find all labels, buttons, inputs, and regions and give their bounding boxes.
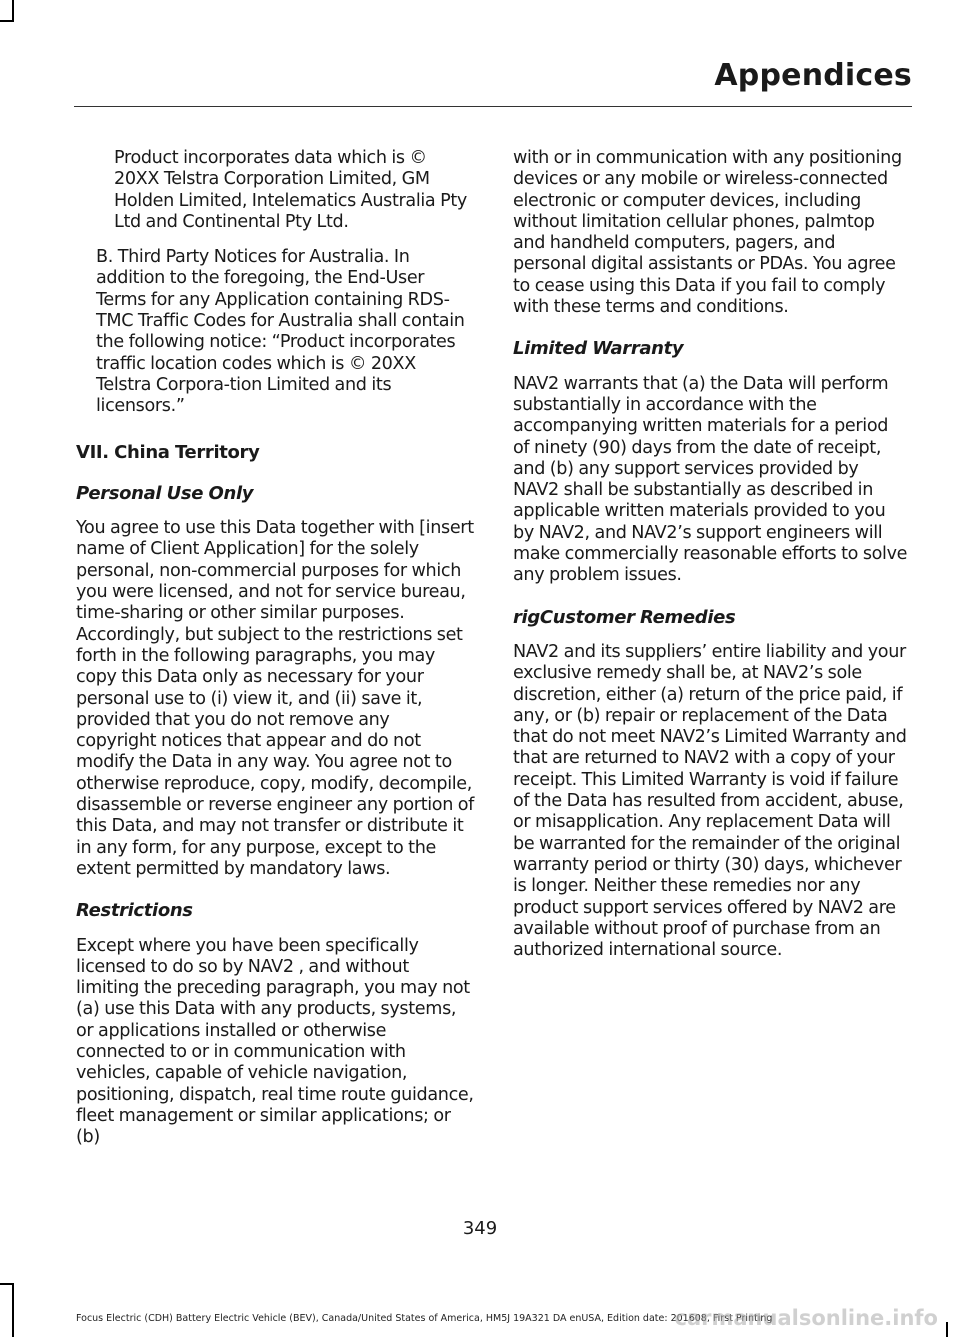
page-title: Appendices bbox=[714, 58, 912, 93]
crop-mark-top-left-vertical bbox=[12, 0, 14, 22]
limited-warranty-heading: Limited Warranty bbox=[513, 338, 684, 360]
telstra-notice-paragraph: Product incorporates data which is © 20XX Telstra Corporation Limited, GM Holden Limited, Intelematics Australia Pty Ltd and Continental Pty Ltd. bbox=[114, 148, 467, 232]
customer-remedies-paragraph: NAV2 and its suppliers’ entire liability and your exclusive remedy shall be, at NAV2’s sole discretion, either (a) return of the price paid, if any, or (b) repair or replacement of the Data that do not meet NAV2’s Limited Warranty and that are returned to NAV2 with a copy of your receipt. This Limited Warranty is void if failure of the Data has resulted from accident, abuse, or misapplication. Any replacement Data will be warranted for the remainder of the original warranty period or thirty (30) days, whichever is longer. Neither these remedies nor any product support services offered by NAV2 are available without proof of purchase from an authorized international source. bbox=[513, 641, 907, 961]
section-title-china: VII. China Territory bbox=[76, 441, 260, 463]
crop-mark-bottom-left-vertical bbox=[12, 1283, 14, 1337]
restrictions-paragraph: Except where you have been specifically licensed to do so by NAV2 , and without limiting the preceding paragraph, you may not (a) use this Data with any products, systems, or applications installed or otherwise connected to or in communication with vehicles, capable of vehicle navigation, positioning, dispatch, real time route guidance, fleet management or similar applications; or (b) bbox=[76, 935, 474, 1148]
footer-edition-info: Focus Electric (CDH) Battery Electric Vehicle (BEV), Canada/United States of America, HM5J 19A321 DA enUSA, Edition date: 201608, First Printing bbox=[76, 1313, 773, 1324]
watermark: carmanualsonline.info bbox=[674, 1306, 938, 1330]
header-divider bbox=[74, 106, 912, 107]
crop-mark-bottom-right-vertical bbox=[946, 1322, 948, 1337]
restrictions-continuation-paragraph: with or in communication with any positioning devices or any mobile or wireless-connected electronic or computer devices, including without limitation cellular phones, palmtop and handheld computers, pagers, and personal digital assistants or PDAs. You agree to cease using this Data if you fail to comply with these terms and conditions. bbox=[513, 148, 902, 318]
crop-mark-top-left-horizontal bbox=[0, 20, 14, 22]
personal-use-heading: Personal Use Only bbox=[76, 482, 254, 504]
australia-notices-paragraph: B. Third Party Notices for Australia. In addition to the foregoing, the End-User Terms for any Application containing RDS-TMC Traffic Codes for Australia shall contain the following notice: “Product incorporates traffic location codes which is © 20XX Telstra Corpora-tion Limited and its licensors.” bbox=[96, 247, 465, 417]
restrictions-heading: Restrictions bbox=[76, 900, 193, 922]
page-number: 349 bbox=[462, 1218, 498, 1239]
limited-warranty-paragraph: NAV2 warrants that (a) the Data will perform substantially in accordance with the accompanying written materials for a period of ninety (90) days from the date of receipt, and (b) any support services provided by NAV2 shall be substantially as described in applicable written materials provided to you by NAV2, and NAV2’s support engineers will make commercially reasonable efforts to solve any problem issues. bbox=[513, 373, 908, 586]
customer-remedies-heading: rigCustomer Remedies bbox=[513, 606, 736, 628]
left-column bbox=[76, 148, 474, 1162]
crop-mark-bottom-left-horizontal bbox=[0, 1283, 14, 1285]
personal-use-paragraph: You agree to use this Data together with [insert name of Client Application] for the solely personal, non-commercial purposes for which you were licensed, and not for service bureau, time-sharing or other similar purposes. Accordingly, but subject to the restrictions set forth in the following paragraphs, you may copy this Data only as necessary for your personal use to (i) view it, and (ii) save it, provided that you do not remove any copyright notices that appear and do not modify the Data in any way. You agree not to otherwise reproduce, copy, modify, decompile, disassemble or reverse engineer any portion of this Data, and may not transfer or distribute it in any form, for any purpose, except to the extent permitted by mandatory laws. bbox=[76, 518, 474, 879]
right-column bbox=[513, 148, 909, 975]
